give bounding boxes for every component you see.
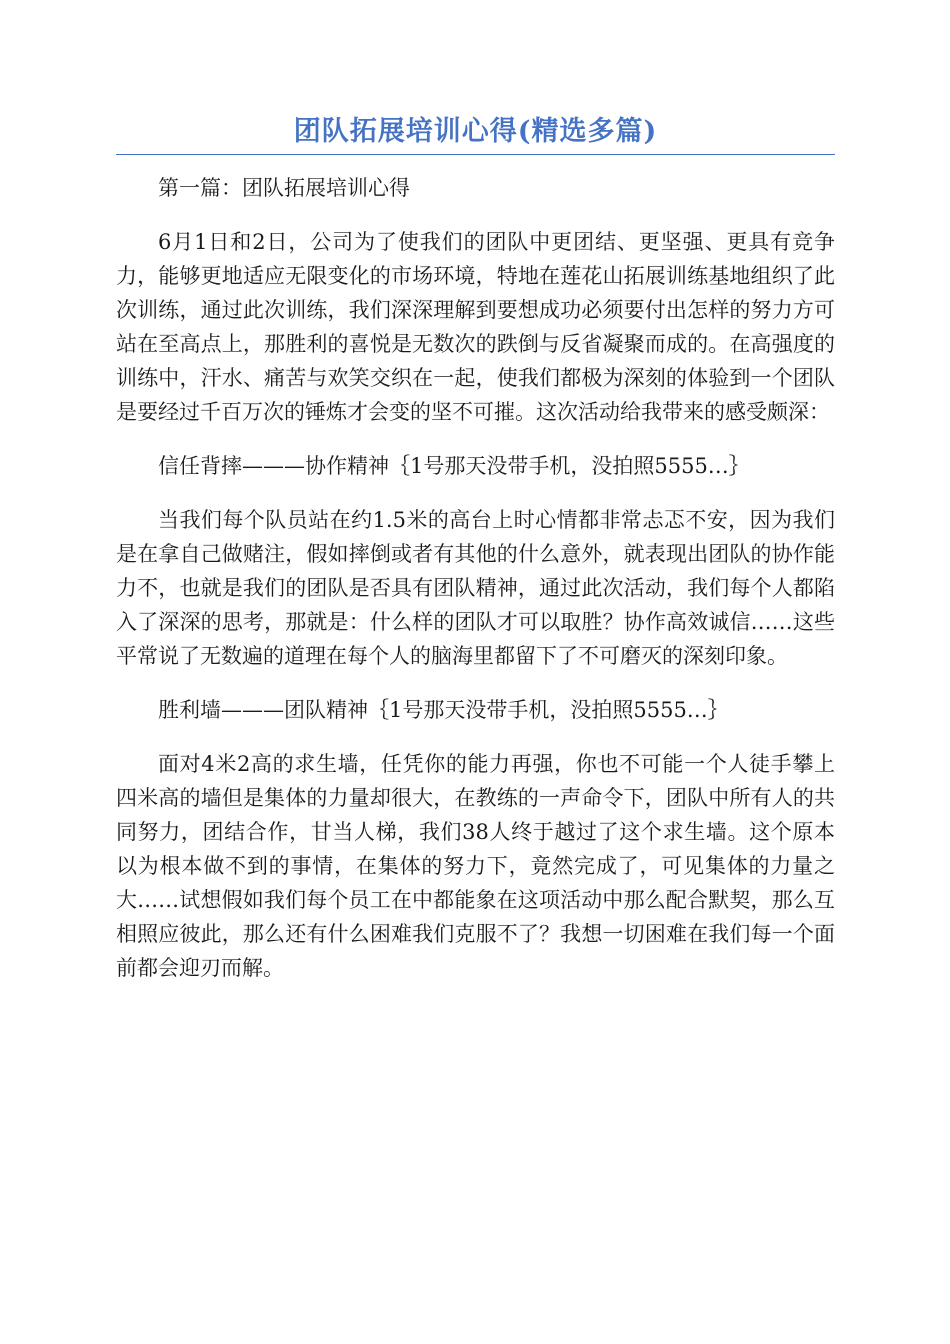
section-heading-trust-fall: 信任背摔———协作精神｛1号那天没带手机，没拍照5555…｝ xyxy=(158,454,750,478)
document-title: 团队拓展培训心得(精选多篇) xyxy=(293,116,658,147)
document-page xyxy=(116,112,835,1005)
paragraph-victory-wall: 面对4米2高的求生墙，任凭你的能力再强，你也不可能一个人徒手攀上四米高的墙但是集体的力量却很大，在教练的一声命令下，团队中所有人的共同努力，团结合作，甘当人梯，我们38人终于越过了这个求生墙。这个原本以为根本做不到的事情，在集体的努力下，竟然完成了，可见集体的力量之大……试想假如我们每个员工在中都能象在这项活动中那么配合默契，那么互相照应彼此，那么还有什么困难我们克服不了？我想一切困难在我们每一个面前都会迎刃而解。 xyxy=(116,752,835,980)
title-underline xyxy=(116,154,835,155)
paragraph-trust-fall: 当我们每个队员站在约1.5米的高台上时心情都非常忐忑不安，因为我们是在拿自己做赌注，假如摔倒或者有其他的什么意外，就表现出团队的协作能力不，也就是我们的团队是否具有团队精神，通过此次活动，我们每个人都陷入了深深的思考，那就是：什么样的团队才可以取胜？协作高效诚信……这些平常说了无数遍的道理在每个人的脑海里都留下了不可磨灭的深刻印象。 xyxy=(116,508,835,668)
paragraph-intro: 6月1日和2日，公司为了使我们的团队中更团结、更坚强、更具有竞争力，能够更地适应无限变化的市场环境，特地在莲花山拓展训练基地组织了此次训练，通过此次训练，我们深深理解到要想成功必须要付出怎样的努力方可站在至高点上，那胜利的喜悦是无数次的跌倒与反省凝聚而成的。在高强度的训练中，汗水、痛苦与欢笑交织在一起，使我们都极为深刻的体验到一个团队是要经过千百万次的锤炼才会变的坚不可摧。这次活动给我带来的感受颇深： xyxy=(116,230,835,424)
section-heading-1: 第一篇：团队拓展培训心得 xyxy=(158,176,410,200)
section-heading-victory-wall: 胜利墙———团队精神｛1号那天没带手机，没拍照5555…｝ xyxy=(158,698,729,722)
